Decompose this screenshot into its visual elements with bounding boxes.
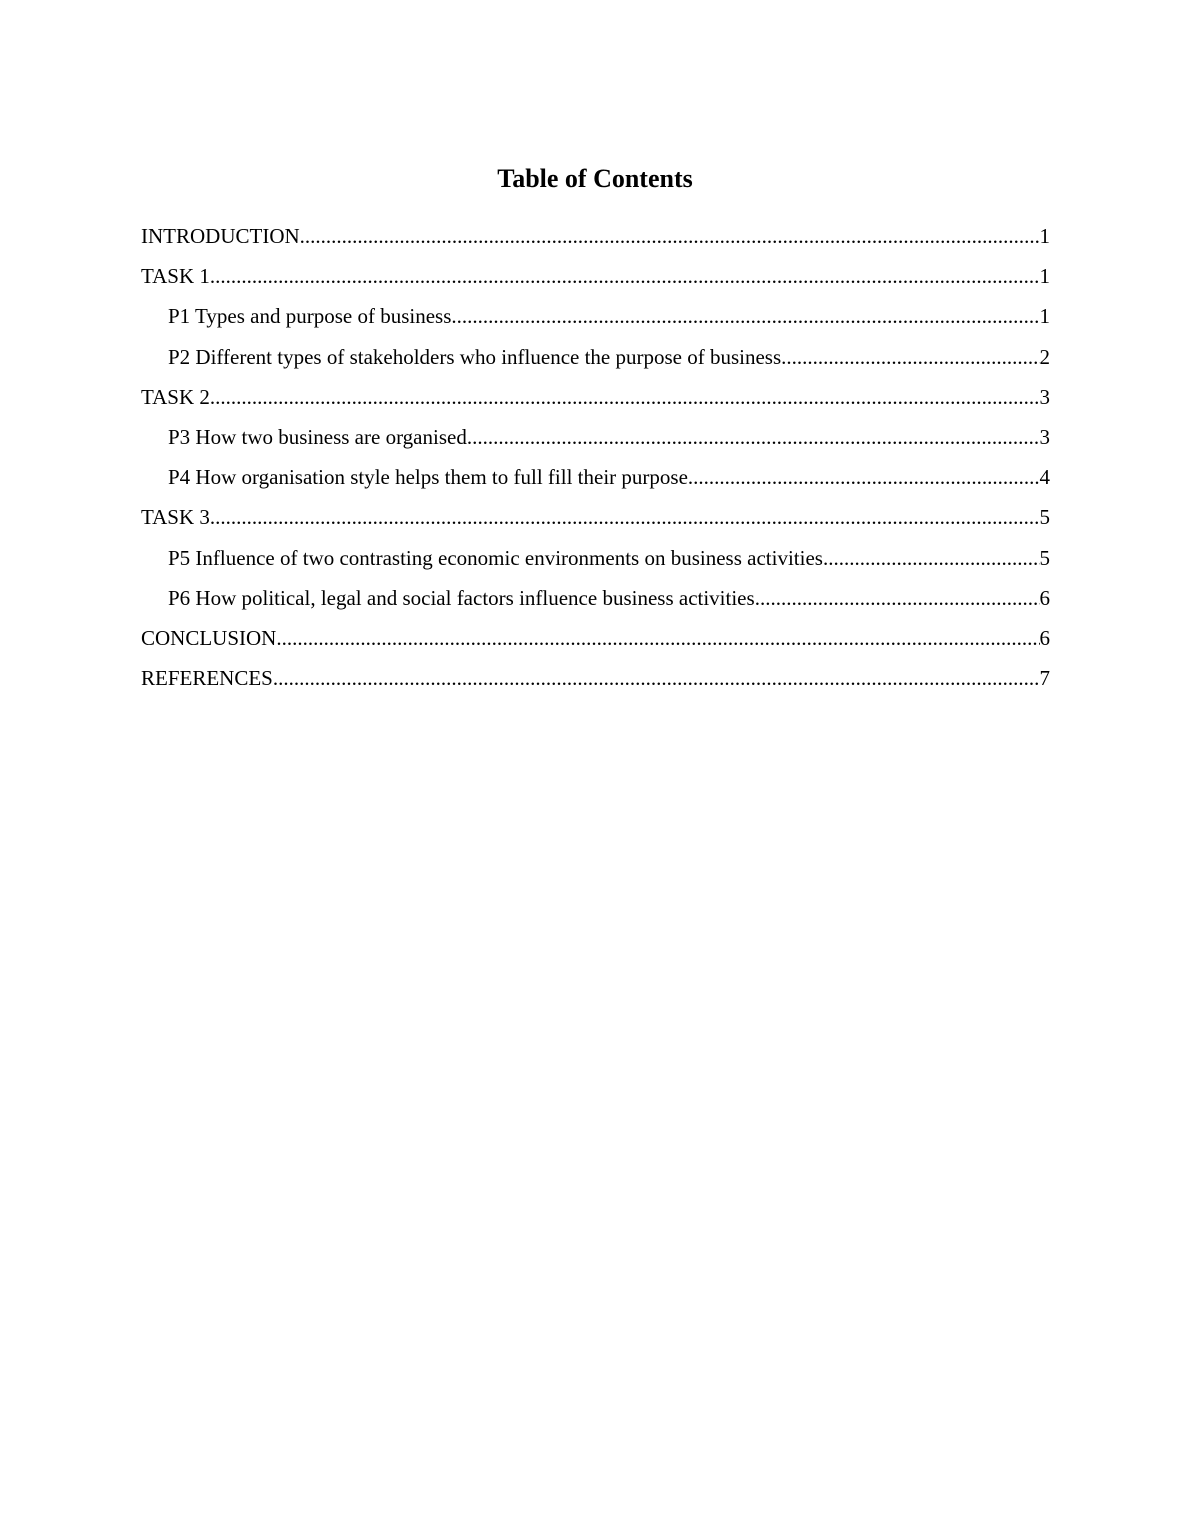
toc-entry-label: P6 How political, legal and social factors influence business activities — [168, 585, 755, 610]
toc-entry-page: 1 — [1039, 264, 1050, 289]
toc-entry-label: P2 Different types of stakeholders who influence the purpose of business — [168, 344, 782, 369]
toc-entry-page: 3 — [1039, 424, 1050, 449]
toc-entry-references[interactable] — [141, 658, 1050, 698]
toc-entry-page: 6 — [1039, 625, 1050, 650]
toc-entry-p4[interactable] — [141, 457, 1050, 497]
toc-entry-label: P1 Types and purpose of business — [168, 304, 452, 329]
toc-dot-leader — [823, 538, 1040, 578]
toc-dot-leader — [781, 337, 1039, 377]
toc-dot-leader — [210, 497, 1040, 537]
toc-entry-label: TASK 3 — [141, 505, 210, 530]
toc-dot-leader — [210, 256, 1040, 296]
toc-entry-task-1[interactable] — [141, 256, 1050, 296]
toc-entry-page: 1 — [1039, 224, 1050, 248]
toc-dot-leader — [300, 216, 1040, 256]
toc-entry-p1[interactable] — [141, 296, 1050, 336]
toc-entry-label: CONCLUSION — [141, 625, 277, 650]
toc-dot-leader — [451, 296, 1039, 336]
toc-entry-p3[interactable] — [141, 417, 1050, 457]
toc-entry-page: 4 — [1039, 465, 1050, 490]
toc-title: Table of Contents — [497, 164, 693, 193]
toc-dot-leader — [273, 658, 1040, 698]
toc-dot-leader — [210, 377, 1040, 417]
toc-dot-leader — [755, 578, 1040, 618]
toc-entry-label: P3 How two business are organised — [168, 424, 467, 449]
toc-entry-page: 5 — [1039, 545, 1050, 570]
toc-dot-leader — [276, 618, 1039, 658]
toc-entry-page: 6 — [1039, 585, 1050, 610]
toc-list — [141, 216, 1050, 698]
toc-entry-label: REFERENCES — [141, 666, 273, 691]
toc-entry-p6[interactable] — [141, 578, 1050, 618]
toc-dot-leader — [688, 457, 1040, 497]
toc-entry-page: 3 — [1039, 384, 1050, 409]
toc-dot-leader — [467, 417, 1040, 457]
toc-entry-task-2[interactable] — [141, 377, 1050, 417]
toc-entry-p2[interactable] — [141, 337, 1050, 377]
toc-entry-label: INTRODUCTION — [141, 224, 300, 248]
toc-entry-page: 5 — [1039, 505, 1050, 530]
toc-entry-conclusion[interactable] — [141, 618, 1050, 658]
toc-entry-task-3[interactable] — [141, 497, 1050, 537]
toc-entry-page: 2 — [1039, 344, 1050, 369]
toc-entry-page: 1 — [1039, 304, 1050, 329]
toc-entry-label: TASK 1 — [141, 264, 210, 289]
toc-entry-page: 7 — [1039, 666, 1050, 691]
toc-entry-introduction[interactable] — [141, 216, 1050, 256]
toc-entry-p5[interactable] — [141, 538, 1050, 578]
toc-entry-label: P5 Influence of two contrasting economic environments on business activities — [168, 545, 823, 570]
toc-entry-label: P4 How organisation style helps them to full fill their purpose — [168, 465, 688, 490]
toc-entry-label: TASK 2 — [141, 384, 210, 409]
